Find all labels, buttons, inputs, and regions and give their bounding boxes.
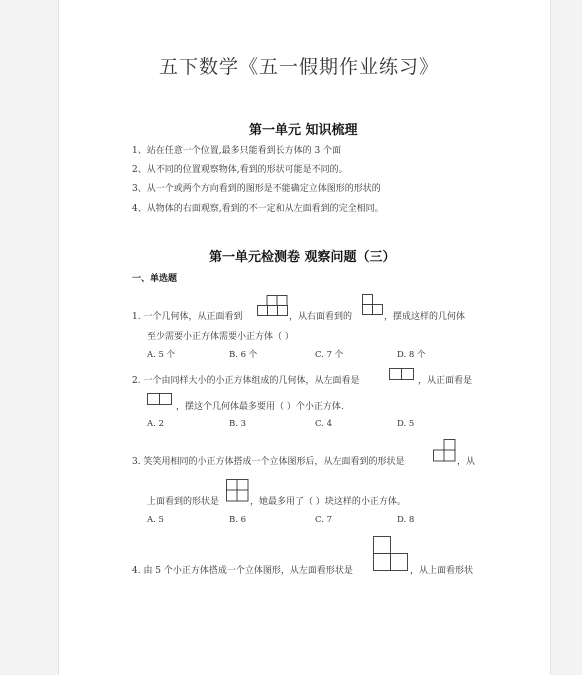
section-heading-knowledge: 第一单元 知识梳理	[249, 123, 358, 138]
question-1-text-b: ，从右面看到的	[289, 312, 353, 322]
q1-option-b: B. 6 个	[229, 350, 258, 360]
knowledge-point: 4、从物体的右面观察,看到的不一定和从左面看到的完全相同。	[132, 204, 384, 214]
q3-option-c: C. 7	[315, 515, 333, 525]
knowledge-point: 1、站在任意一个位置,最多只能看到长方体的 3 个面	[132, 146, 342, 156]
question-1-text-d: 至少需要小正方体需要小正方体（ ）	[147, 332, 294, 342]
q1-option-d: D. 8 个	[397, 350, 426, 360]
question-type-heading: 一、单选题	[132, 274, 178, 284]
question-1-text-c: ，摆成这样的几何体	[384, 312, 466, 322]
section-heading-test: 第一单元检测卷 观察问题（三）	[209, 250, 396, 265]
q3-option-b: B. 6	[229, 515, 247, 525]
q2-front-view-figure	[147, 393, 173, 406]
q1-front-view-figure	[257, 295, 288, 316]
q3-left-view-figure	[433, 439, 456, 462]
document-page	[58, 0, 551, 675]
q4-left-view-figure	[373, 536, 409, 572]
q1-option-c: C. 7 个	[315, 350, 344, 360]
knowledge-point: 2、从不同的位置观察物体,看到的形状可能是不同的。	[132, 165, 348, 175]
q3-option-d: D. 8	[397, 515, 415, 525]
q2-option-b: B. 3	[229, 419, 247, 429]
q1-right-view-figure	[362, 294, 383, 315]
q2-option-d: D. 5	[397, 419, 415, 429]
question-1-text-a: 1. 一个几何体，从正面看到	[132, 312, 243, 322]
q1-option-a: A. 5 个	[147, 350, 176, 360]
q2-option-c: C. 4	[315, 419, 333, 429]
knowledge-point: 3、从一个或两个方向看到的图形是不能确定立体图形的形状的	[132, 184, 381, 194]
question-2-text-b: ，从正面看是	[418, 376, 473, 386]
question-4-text-a: 4. 由 5 个小正方体搭成一个立体图形，从左面看形状是	[132, 566, 353, 576]
question-3-text-c: 上面看到的形状是	[147, 497, 220, 507]
question-4-text-b: ，从上面看形状	[410, 566, 474, 576]
question-3-text-a: 3. 笑笑用相同的小正方体搭成一个立体图形后，从左面看到的形状是	[132, 457, 405, 467]
question-3-text-b: ，从	[457, 457, 476, 467]
q3-top-view-figure	[226, 479, 249, 502]
question-2-text-c: ，摆这个几何体最多要用（ ）个小正方体.	[176, 402, 344, 412]
document-title: 五下数学《五一假期作业练习》	[159, 56, 440, 78]
q2-option-a: A. 2	[147, 419, 164, 429]
q2-left-view-figure	[389, 368, 415, 381]
q3-option-a: A. 5	[147, 515, 164, 525]
question-2-text-a: 2. 一个由同样大小的小正方体组成的几何体，从左面看是	[132, 376, 360, 386]
question-3-text-d: ，她最多用了（ ）块这样的小正方体。	[250, 497, 406, 507]
